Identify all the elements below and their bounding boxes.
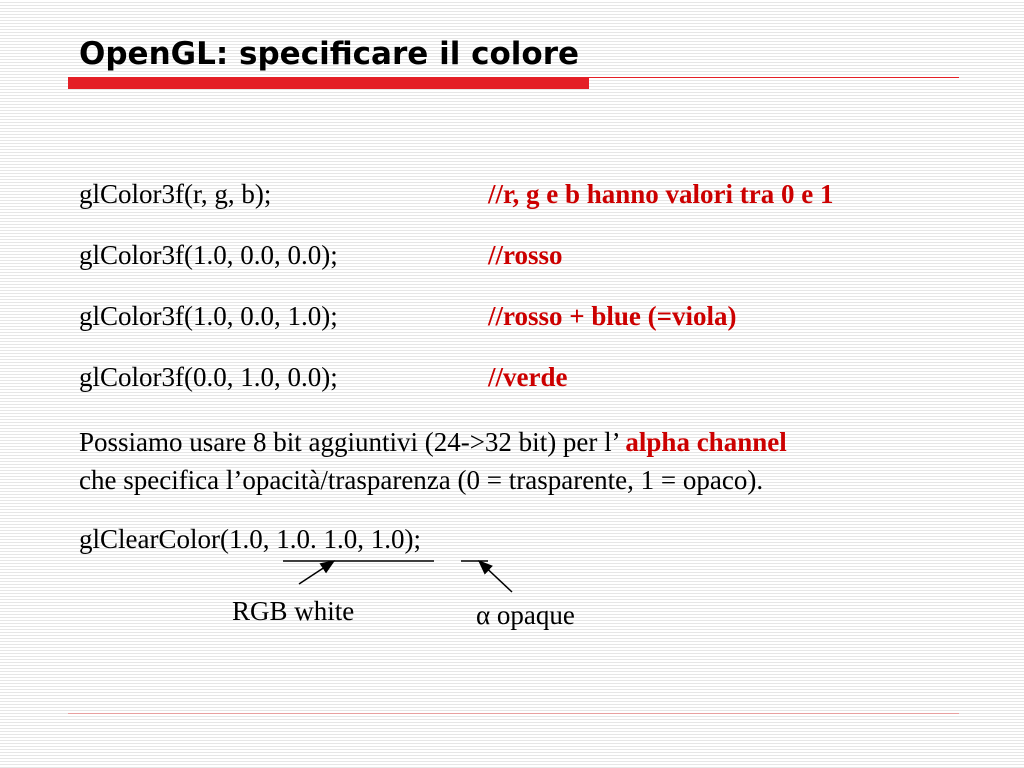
rgb-arrow xyxy=(299,561,334,584)
paragraph-text-2: che specifica l’opacità/trasparenza (0 = trasparente, 1 = opaco). xyxy=(79,465,764,495)
code-comment: //rosso xyxy=(488,240,563,270)
code-text: glColor3f(1.0, 0.0, 0.0); xyxy=(79,240,338,270)
code-text: glColor3f(r, g, b); xyxy=(79,179,272,209)
clear-alpha-part: .0 xyxy=(384,524,405,554)
alpha-symbol: α xyxy=(476,600,491,630)
alpha-label-text: opaque xyxy=(490,600,575,630)
alpha-channel-highlight: alpha channel xyxy=(625,427,787,457)
code-comment: //rosso + blue (=viola) xyxy=(488,301,737,331)
code-text: glColor3f(0.0, 1.0, 0.0); xyxy=(79,362,338,392)
slide-title: OpenGL: specificare il colore xyxy=(79,36,580,72)
rgb-white-label: RGB white xyxy=(232,596,355,626)
bottom-rule xyxy=(68,713,959,714)
code-comment: //verde xyxy=(488,362,568,392)
clear-sep: , 1 xyxy=(357,524,385,554)
alpha-arrow xyxy=(479,561,512,592)
code-comment: //r, g e b hanno valori tra 0 e 1 xyxy=(488,179,834,209)
clear-prefix: glClearColor(1 xyxy=(79,524,243,554)
code-text: glColor3f(1.0, 0.0, 1.0); xyxy=(79,301,338,331)
clear-rgb-part: .0, 1.0. 1.0 xyxy=(242,524,358,554)
clear-suffix: ); xyxy=(404,524,421,554)
alpha-opaque-label xyxy=(476,600,575,631)
paragraph-text: Possiamo usare 8 bit aggiuntivi (24->32 bit) per l’ xyxy=(79,427,626,457)
